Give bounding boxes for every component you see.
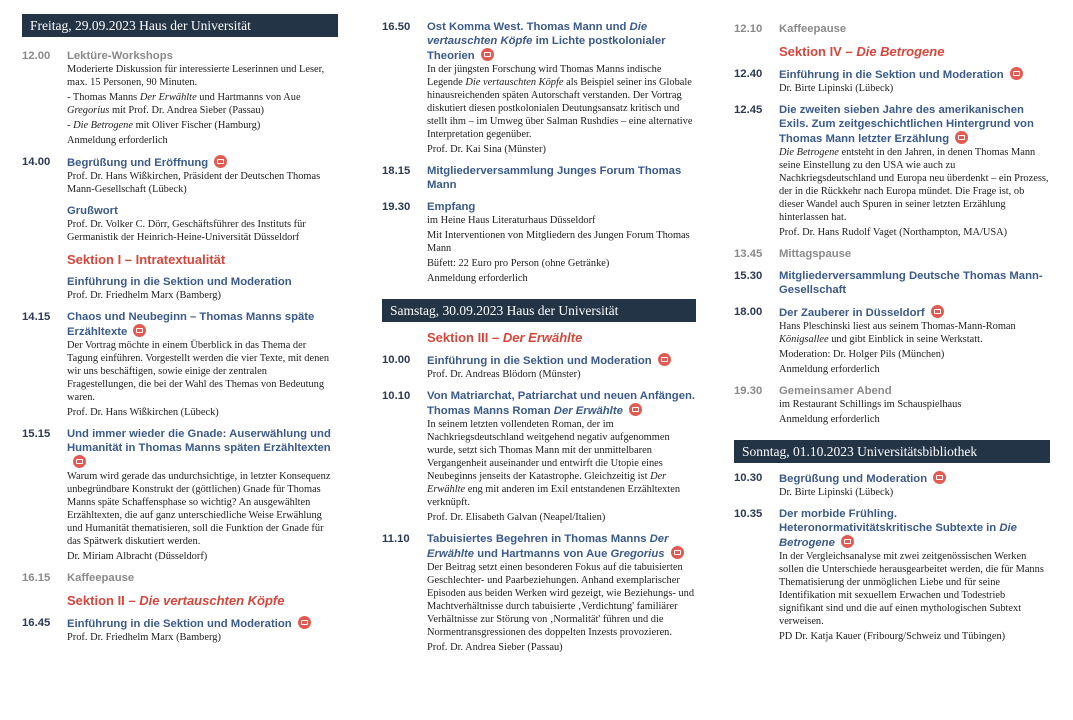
item-title: Mitgliederversammlung Junges Forum Thomas Mann xyxy=(427,165,682,191)
moderation: Moderation: Dr. Holger Pils (München) xyxy=(779,349,945,360)
program-item xyxy=(734,269,1050,297)
day-header-sunday: Sonntag, 01.10.2023 Universitätsbibliothek xyxy=(734,440,1050,463)
workshop-line: - Thomas Manns Der Erwählte und Hartmanns von Aue Gregorius mit Prof. Dr. Andrea Sieber (Passau) xyxy=(67,92,301,116)
video-icon[interactable] xyxy=(298,616,311,629)
column-1 xyxy=(22,14,338,652)
item-title: Mitgliederversammlung Deutsche Thomas Mann-Gesellschaft xyxy=(779,270,1043,296)
program-item xyxy=(734,247,1050,261)
item-title: Und immer wieder die Gnade: Auserwählung und Humanität in Thomas Manns späten Erzähltexten xyxy=(67,427,338,470)
program-item xyxy=(22,616,338,644)
column-2 xyxy=(382,14,696,662)
program-item xyxy=(22,155,338,196)
item-title: Kaffeepause xyxy=(67,572,135,584)
item-title: Einführung in die Sektion und Moderation xyxy=(427,353,696,368)
item-title: Grußwort xyxy=(67,205,118,217)
section-heading: Sektion II – Die vertauschten Köpfe xyxy=(67,593,285,608)
video-icon[interactable] xyxy=(1010,67,1023,80)
video-icon[interactable] xyxy=(931,305,944,318)
video-icon[interactable] xyxy=(955,131,968,144)
speaker: Prof. Dr. Elisabeth Galvan (Neapel/Italien) xyxy=(427,512,606,523)
item-desc: Moderierte Diskussion für interessierte Leserinnen und Leser, max. 15 Personen, 90 Minuten. xyxy=(67,64,325,88)
item-title: Mittagspause xyxy=(779,248,852,260)
item-title: Einführung in die Sektion und Moderation xyxy=(67,616,338,631)
time: 18.00 xyxy=(734,306,763,318)
speaker: Prof. Dr. Volker C. Dörr, Geschäftsführer des Instituts für Germanistik der Heinrich-Heine-Universität Düsseldorf xyxy=(67,219,306,243)
time: 15.15 xyxy=(22,428,51,440)
item-title: Einführung in die Sektion und Moderation xyxy=(67,276,292,288)
time: 16.45 xyxy=(22,617,51,629)
day-header-friday: Freitag, 29.09.2023 Haus der Universität xyxy=(22,14,338,37)
video-icon[interactable] xyxy=(658,353,671,366)
time: 10.35 xyxy=(734,508,763,520)
program-item xyxy=(22,204,338,244)
item-desc: Der Beitrag setzt einen besonderen Fokus auf die tabuisierten Geschlechter- und Paarbeziehungen. Anhand exemplarischer Episoden aus beiden Werken wird gezeigt, wie Beziehungs- und Machtverhältnisse durch tabuisierte ‚Verdichtung' familiärer Verhältnisse zur Störung von ‚Normalität' führen und die Normentransgressionen des doppelten Inzests provozieren. xyxy=(427,562,695,638)
speaker: Prof. Dr. Friedhelm Marx (Bamberg) xyxy=(67,290,221,301)
speaker: Prof. Dr. Hans Wißkirchen (Lübeck) xyxy=(67,407,219,418)
section-heading: Sektion IV – Die Betrogene xyxy=(779,44,945,59)
speaker: Prof. Dr. Hans Wißkirchen, Präsident der Deutschen Thomas Mann-Gesellschaft (Lübeck) xyxy=(67,171,321,195)
program-item xyxy=(382,20,696,156)
program-item xyxy=(382,389,696,524)
program-item xyxy=(382,353,696,381)
time: 12.00 xyxy=(22,50,51,62)
program-item xyxy=(734,471,1050,499)
time: 10.00 xyxy=(382,354,411,366)
item-title: Kaffeepause xyxy=(779,23,847,35)
item-title: Von Matriarchat, Patriarchat und neuen Anfängen. Thomas Manns Roman Der Erwählte xyxy=(427,390,696,417)
item-desc: im Heine Haus Literaturhaus Düsseldorf xyxy=(427,215,596,226)
item-desc: Büfett: 22 Euro pro Person (ohne Getränke) xyxy=(427,258,610,269)
item-title: Begrüßung und Eröffnung xyxy=(67,155,338,170)
item-title: Einführung in die Sektion und Moderation xyxy=(779,67,1050,82)
speaker: PD Dr. Katja Kauer (Fribourg/Schweiz und Tübingen) xyxy=(779,631,1006,642)
time: 11.10 xyxy=(382,533,410,545)
program-item xyxy=(22,49,338,147)
speaker: Prof. Dr. Kai Sina (Münster) xyxy=(427,144,546,155)
time: 16.50 xyxy=(382,21,411,33)
item-title: Der Zauberer in Düsseldorf xyxy=(779,305,1050,320)
item-title: Die zweiten sieben Jahre des amerikanischen Exils. Zum zeitgeschichtlichen Hintergrund von Thomas Mann letzter Erzählung xyxy=(779,104,1034,145)
section-heading: Sektion III – Der Erwählte xyxy=(427,330,583,345)
time: 14.00 xyxy=(22,156,51,168)
time: 18.15 xyxy=(382,165,411,177)
speaker: Prof. Dr. Andrea Sieber (Passau) xyxy=(427,642,563,653)
program-item xyxy=(734,22,1050,36)
item-desc: Hans Pleschinski liest aus seinem Thomas-Mann-Roman Königsallee und gibt Einblick in seine Werkstatt. xyxy=(779,321,1016,345)
item-desc: In der jüngsten Forschung wird Thomas Manns indische Legende Die vertauschten Köpfe als Beispiel seiner ins Globale hinausreichenden späten Autorschaft verstanden. Der Vortrag diskutiert diesen postkolonialen Deutungsansatz kritisch und stellt ihm – im Umweg über Salman Rushdies – eine alternative Interpretation gegenüber. xyxy=(427,64,693,140)
time: 12.10 xyxy=(734,23,763,35)
section-heading: Sektion I – Intratextualität xyxy=(67,252,226,267)
video-icon[interactable] xyxy=(73,455,86,468)
day-header-saturday: Samstag, 30.09.2023 Haus der Universität xyxy=(382,299,696,322)
time: 13.45 xyxy=(734,248,763,260)
item-desc: Warum wird gerade das undurchsichtige, in letzter Konsequenz unbegründbare Konstrukt der (göttlichen) Gnade für Thomas Manns späte Schaffensphase so wichtig? An ausgewählten Erzähltexten, die auf ganz unterschiedliche Weise Erwählung und Humanität thematisieren, soll die Funktion der Gnade für das Spätwerk diskutiert werden. xyxy=(67,471,331,547)
workshop-line: - Die Betrogene mit Oliver Fischer (Hamburg) xyxy=(67,120,261,131)
registration-note: Anmeldung erforderlich xyxy=(427,273,528,284)
item-title: Lektüre-Workshops xyxy=(67,50,173,62)
item-title: Tabuisiertes Begehren in Thomas Manns Der Erwählte und Hartmanns von Aue Gregorius xyxy=(427,532,696,561)
time: 19.30 xyxy=(734,385,763,397)
registration-note: Anmeldung erforderlich xyxy=(779,364,880,375)
video-icon[interactable] xyxy=(933,471,946,484)
time: 12.45 xyxy=(734,104,763,116)
item-desc: In seinem letzten vollendeten Roman, der im Nachkriegsdeutschland weitgehend negativ aufgenommen wurde, setzt sich Thomas Mann mit der unmittelbaren Vergangenheit auseinander und entwirft die Utopie eines Neubeginns jenseits der Katastrophe. Gleichzeitig ist Der Erwählte eng mit anderen im Exil entstandenen Erzähltexten verknüpft. xyxy=(427,419,681,508)
program-item xyxy=(382,200,696,285)
item-title: Chaos und Neubeginn – Thomas Manns späte Erzähltexte xyxy=(67,311,315,338)
program-item xyxy=(382,532,696,654)
program-item xyxy=(734,103,1050,239)
video-icon[interactable] xyxy=(629,403,642,416)
video-icon[interactable] xyxy=(481,48,494,61)
item-desc: Der Vortrag möchte in einem Überblick in das Thema der Tagung einführen. Vorgestellt werden die vier Texte, mit denen wir uns beschäftigen, sowie einige der zentralen Fragestellungen, die bei der Wahl des Themas von Bedeutung waren. xyxy=(67,340,330,403)
time: 15.30 xyxy=(734,270,763,282)
item-desc: Die Betrogene entsteht in den Jahren, in denen Thomas Mann seine Einstellung zu den USA wie auch zu Nachkriegsdeutschland und Europa neu überdenkt – ein Prozess, der in die Rückkehr nach Europa mündet. Die Frage ist, ob dieser Wandel auch Spuren in seiner letzten Erzählung hinterlassen hat. xyxy=(779,147,1049,223)
time: 10.10 xyxy=(382,390,411,402)
item-title: Begrüßung und Moderation xyxy=(779,471,1050,486)
video-icon[interactable] xyxy=(214,155,227,168)
program-item xyxy=(22,427,338,563)
video-icon[interactable] xyxy=(671,546,684,559)
program-item xyxy=(734,384,1050,426)
item-title: Der morbide Frühling. Heteronormativitätskritische Subtexte in Die Betrogene xyxy=(779,508,1017,549)
time: 12.40 xyxy=(734,68,763,80)
time: 16.15 xyxy=(22,572,51,584)
program-item xyxy=(22,310,338,419)
speaker: Dr. Birte Lipinski (Lübeck) xyxy=(779,83,894,94)
registration-note: Anmeldung erforderlich xyxy=(779,414,880,425)
program-item xyxy=(22,571,338,585)
registration-note: Anmeldung erforderlich xyxy=(67,135,168,146)
speaker: Dr. Birte Lipinski (Lübeck) xyxy=(779,487,894,498)
program-item xyxy=(734,305,1050,376)
program-item xyxy=(22,275,338,302)
program-item xyxy=(382,164,696,192)
time: 14.15 xyxy=(22,311,51,323)
time: 19.30 xyxy=(382,201,411,213)
item-title: Empfang xyxy=(427,201,476,213)
item-desc: Mit Interventionen von Mitgliedern des Jungen Forum Thomas Mann xyxy=(427,230,690,254)
program-item xyxy=(734,67,1050,95)
speaker: Prof. Dr. Hans Rudolf Vaget (Northampton, MA/USA) xyxy=(779,227,1008,238)
video-icon[interactable] xyxy=(841,535,854,548)
program-item xyxy=(734,507,1050,643)
time: 10.30 xyxy=(734,472,763,484)
speaker: Prof. Dr. Friedhelm Marx (Bamberg) xyxy=(67,632,221,643)
item-title: Ost Komma West. Thomas Mann und Die vertauschten Köpfe im Lichte postkolonialer Theorien xyxy=(427,21,666,62)
speaker: Prof. Dr. Andreas Blödorn (Münster) xyxy=(427,369,581,380)
item-desc: In der Vergleichsanalyse mit zwei zeitgenössischen Werken sollen die Unterschiede herausgearbeitet werden, die für Manns Thematisierung der unmöglichen Liebe und für seine Identifikation mit sexuellem Erwachen und Todestrieb signifikant sind und die auf einen mythologischen Subtext verweisen. xyxy=(779,551,1044,627)
item-desc: im Restaurant Schillings im Schauspielhaus xyxy=(779,399,962,410)
item-title: Gemeinsamer Abend xyxy=(779,385,892,397)
column-3 xyxy=(734,14,1050,651)
speaker: Dr. Miriam Albracht (Düsseldorf) xyxy=(67,551,208,562)
video-icon[interactable] xyxy=(133,324,146,337)
